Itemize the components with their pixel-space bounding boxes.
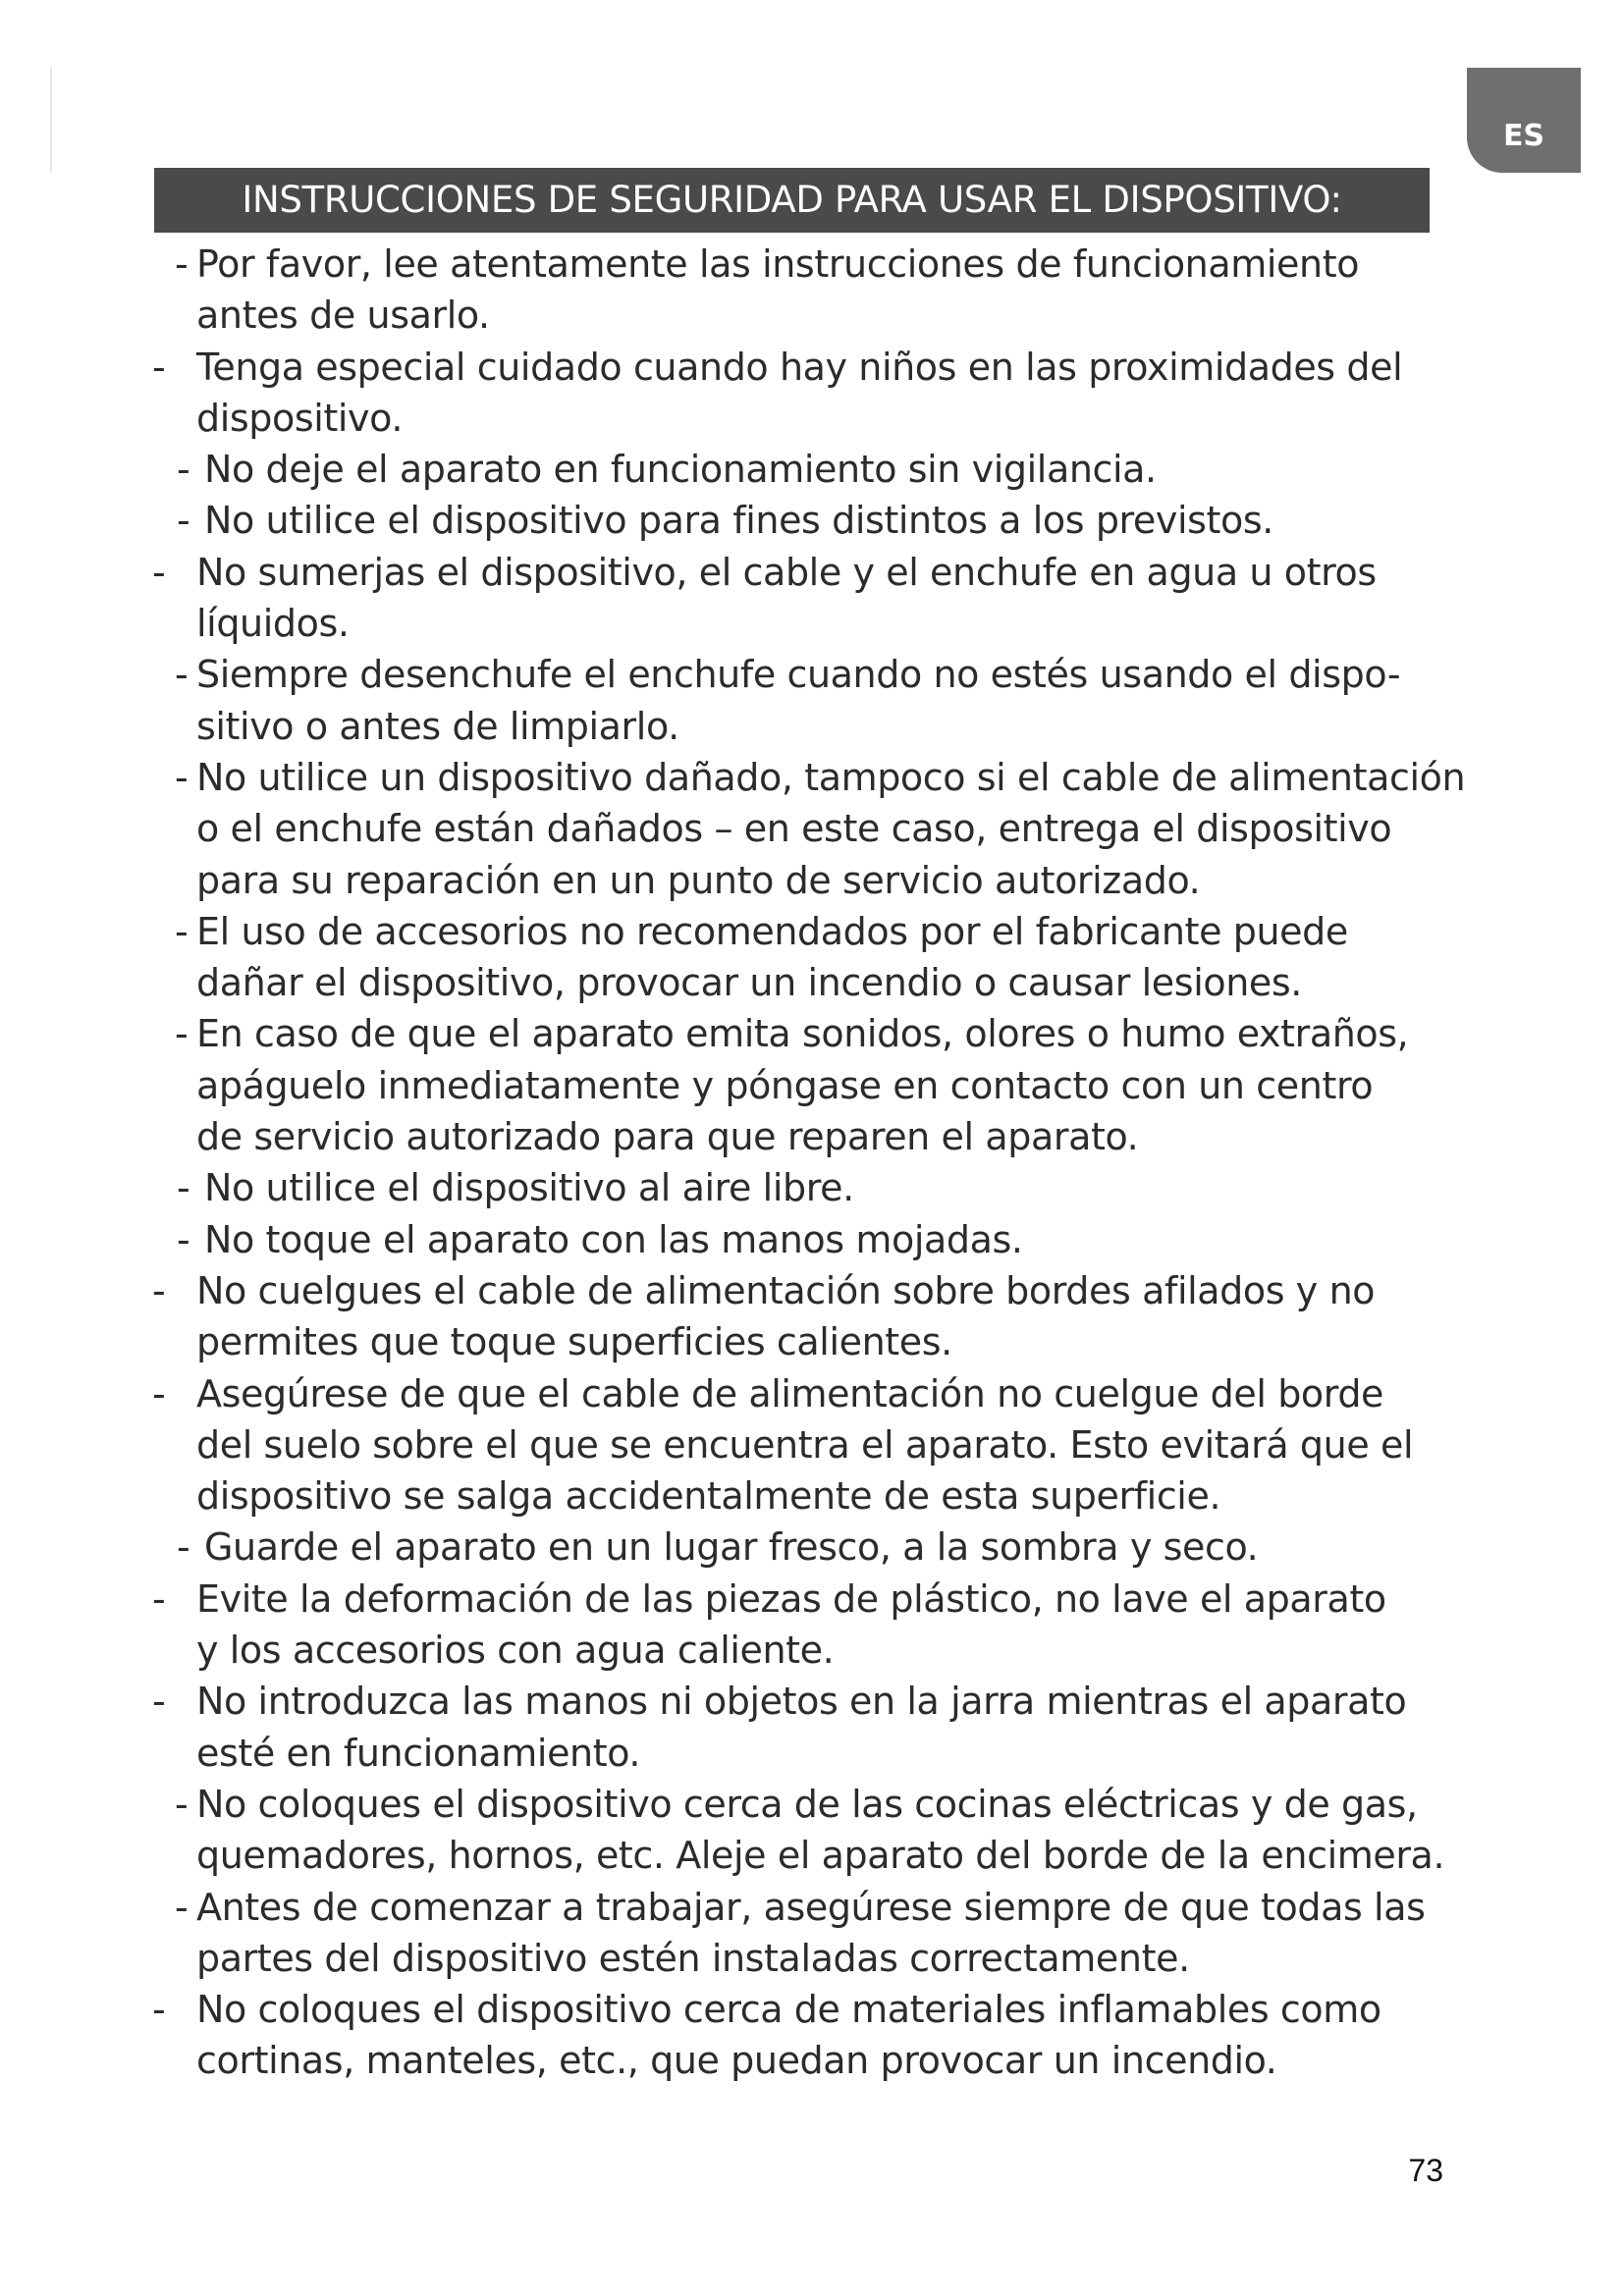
bullet-dash: - (152, 345, 166, 389)
list-item-text: No deje el aparato en funcionamiento sin vigilancia. (204, 448, 1157, 492)
list-item (147, 649, 1483, 752)
page-number: 73 (1408, 2153, 1443, 2188)
bullet-dash: - (152, 1988, 166, 2032)
list-item (147, 1008, 1483, 1162)
list-item (147, 1676, 1483, 1779)
bullet-dash: - (152, 1268, 166, 1312)
bullet-dash: - (152, 550, 166, 594)
list-item (147, 1162, 1483, 1213)
list-item-text: No sumerjas el dispositivo, el cable y el enchufe en agua u otros líquidos. (196, 550, 1377, 646)
bullet-dash: - (175, 1885, 189, 1929)
list-item-text: Antes de comenzar a trabajar, asegúrese siempre de que todas las partes del dispositivo estén instaladas correctamente. (196, 1885, 1426, 1980)
bullet-dash: - (152, 1680, 166, 1724)
bullet-dash: - (175, 755, 189, 799)
list-item (147, 1265, 1483, 1368)
list-item (147, 1779, 1483, 1882)
list-item (147, 444, 1483, 495)
bullet-dash: - (177, 448, 190, 492)
language-tab (1467, 68, 1581, 173)
margin-rule (50, 67, 52, 173)
bullet-dash: - (152, 1576, 166, 1621)
list-item (147, 1522, 1483, 1573)
list-item-text: En caso de que el aparato emita sonidos, olores o humo extraños, apáguelo inmediatamente y póngase en contacto con un centro de servicio autorizado para que reparen el aparato. (196, 1012, 1409, 1159)
safety-instructions-list (147, 239, 1483, 2087)
bullet-dash: - (175, 653, 189, 697)
bullet-dash: - (177, 1217, 190, 1261)
list-item (147, 495, 1483, 546)
list-item-text: Por favor, lee atentamente las instrucciones de funcionamiento antes de usarlo. (196, 242, 1360, 338)
bullet-dash: - (175, 1012, 189, 1056)
list-item (147, 1984, 1483, 2087)
list-item (147, 752, 1483, 906)
bullet-dash: - (175, 1782, 189, 1826)
list-item-text: Tenga especial cuidado cuando hay niños en las proximidades del dispositivo. (196, 345, 1403, 440)
list-item-text: No coloques el dispositivo cerca de las cocinas eléctricas y de gas, quemadores, hornos, etc. Aleje el aparato del borde de la encimera. (196, 1782, 1445, 1878)
bullet-dash: - (175, 909, 189, 953)
language-tab-label: ES (1502, 119, 1545, 153)
list-item-text: No toque el aparato con las manos mojadas. (204, 1217, 1023, 1261)
list-item-text: Siempre desenchufe el enchufe cuando no estés usando el dispo- sitivo o antes de limpiarlo. (196, 653, 1401, 748)
bullet-dash: - (152, 1371, 166, 1415)
list-item (147, 1214, 1483, 1265)
list-item-text: No introduzca las manos ni objetos en la jarra mientras el aparato esté en funcionamiento. (196, 1680, 1407, 1775)
list-item (147, 1574, 1483, 1677)
list-item-text: No utilice el dispositivo para fines distintos a los previstos. (204, 499, 1273, 543)
list-item-text: Asegúrese de que el cable de alimentación no cuelgue del borde del suelo sobre el que se encuentra el aparato. Esto evitará que el dispositivo se salga accidentalmente de esta superficie. (196, 1371, 1414, 1519)
bullet-dash: - (177, 1525, 190, 1570)
list-item-text: No utilice el dispositivo al aire libre. (204, 1166, 854, 1210)
list-item-text: El uso de accesorios no recomendados por el fabricante puede dañar el dispositivo, provocar un incendio o causar lesiones. (196, 909, 1348, 1005)
bullet-dash: - (175, 242, 189, 286)
list-item-text: No cuelgues el cable de alimentación sobre bordes afilados y no permites que toque superficies calientes. (196, 1268, 1376, 1364)
bullet-dash: - (177, 1166, 190, 1210)
list-item (147, 1368, 1483, 1522)
list-item-text: No utilice un dispositivo dañado, tampoco si el cable de alimentación o el enchufe están dañados – en este caso, entrega el dispositivo para su reparación en un punto de servicio autorizado. (196, 755, 1466, 902)
bullet-dash: - (177, 499, 190, 543)
list-item (147, 547, 1483, 650)
list-item-text: Evite la deformación de las piezas de plástico, no lave el aparato y los accesorios con agua caliente. (196, 1576, 1386, 1673)
section-heading: INSTRUCCIONES DE SEGURIDAD PARA USAR EL DISPOSITIVO: (154, 168, 1430, 233)
list-item (147, 239, 1483, 342)
list-item (147, 906, 1483, 1009)
list-item (147, 1882, 1483, 1985)
list-item-text: No coloques el dispositivo cerca de materiales inflamables como cortinas, manteles, etc., que puedan provocar un incendio. (196, 1988, 1381, 2083)
list-item (147, 342, 1483, 445)
list-item-text: Guarde el aparato en un lugar fresco, a la sombra y seco. (204, 1525, 1259, 1570)
